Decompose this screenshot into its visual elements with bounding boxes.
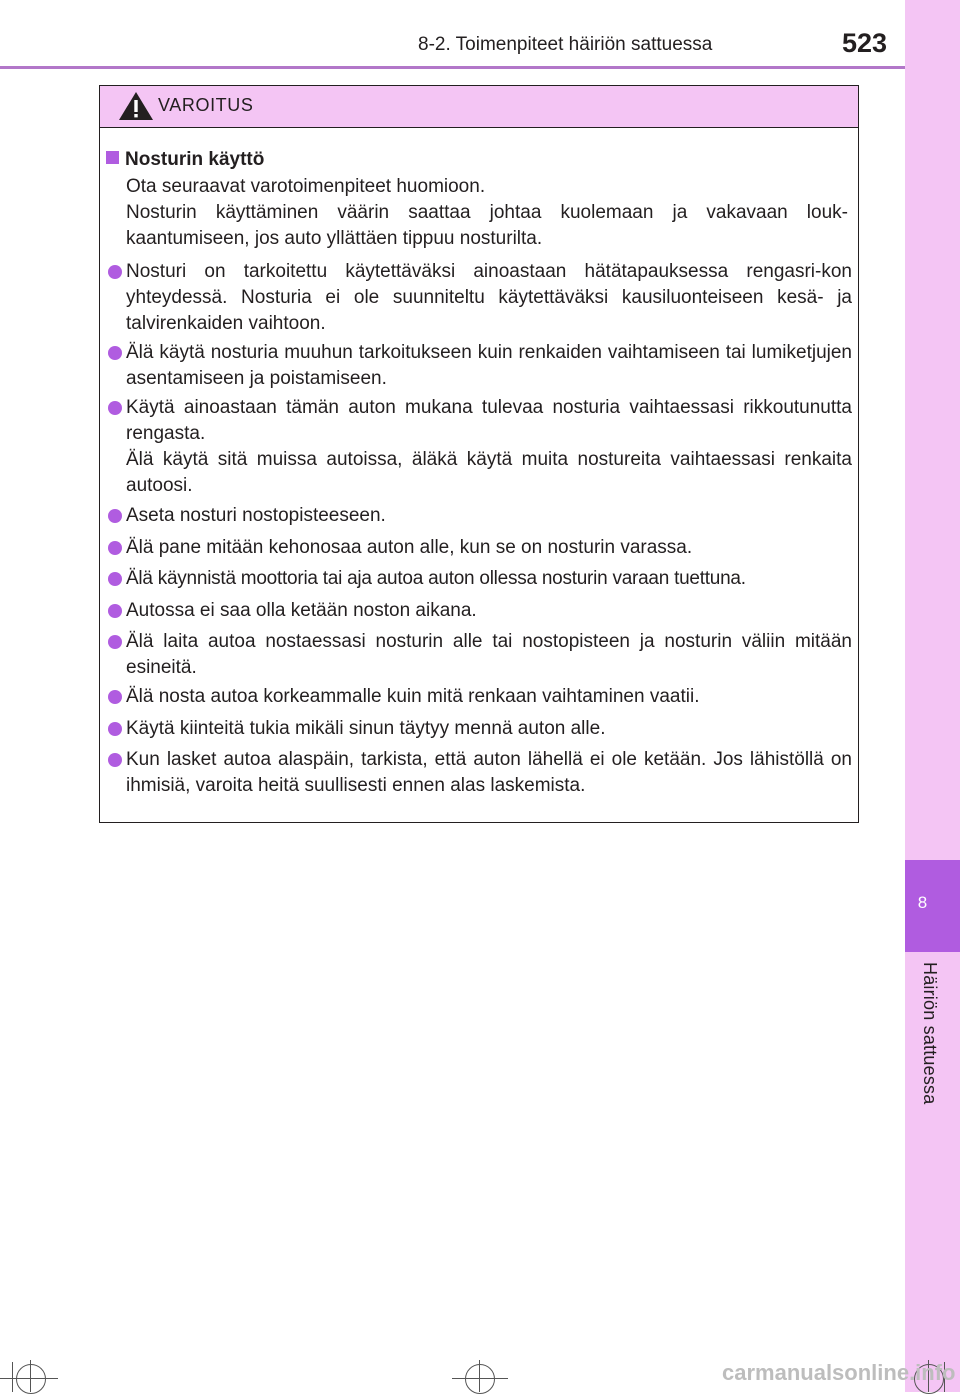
bullet-dot-icon — [108, 635, 122, 649]
bullet-dot-icon — [108, 753, 122, 767]
intro-line: Ota seuraavat varotoimenpiteet huomioon. — [126, 176, 486, 197]
bullet-dot-icon — [108, 346, 122, 360]
crop-mark — [30, 1360, 31, 1392]
crop-mark — [479, 1360, 480, 1392]
crop-mark — [452, 1378, 508, 1379]
section-header: 8-2. Toimenpiteet häiriön sattuessa — [418, 34, 713, 55]
bullet-dot-icon — [108, 690, 122, 704]
registration-mark-icon — [16, 1364, 46, 1394]
warning-label: VAROITUS — [158, 95, 254, 115]
intro-line: Nosturin käyttäminen väärin saattaa johtaa kuolemaan ja vakavaan louk-kaantumiseen, jos auto yllättäen tippuu nosturilta. — [126, 202, 848, 249]
warning-triangle-icon — [118, 91, 154, 121]
warning-header — [100, 86, 858, 128]
bullet-dot-icon — [108, 401, 122, 415]
section-title: Nosturin käyttö — [106, 149, 264, 171]
page-number: 523 — [842, 28, 888, 58]
intro-paragraph — [126, 174, 848, 252]
side-chapter-label: Häiriön sattuessa — [920, 962, 940, 1105]
bullet-dot-icon — [108, 722, 122, 736]
side-chapter-number: 8 — [917, 893, 928, 912]
header-rule — [0, 66, 905, 69]
bullet-dot-icon — [108, 572, 122, 586]
side-tab-strip — [905, 0, 960, 1392]
watermark: carmanualsonline.info — [722, 1360, 956, 1385]
bullet-dot-icon — [108, 604, 122, 618]
square-bullet-icon — [106, 151, 119, 164]
registration-mark-icon — [465, 1364, 495, 1394]
warning-box: VAROITUS Nosturin käyttö Ota seuraavat varotoimenpiteet huomioon. Nosturin käyttäminen väärin saattaa johtaa kuolemaan ja vakavaan louk-kaantumiseen, jos auto yllättäen tippuu nosturilta. Nosturi on tarkoitettu käytettäväksi ainoastaan hätätapauksessa rengasri-kon yhteydessä. Nosturia ei ole suunniteltu käytettäväksi kausiluonteiseen kesä- ja talvirenkaiden vaihtoon. Älä käytä nosturia muuhun tarkoitukseen kuin renkaiden vaihtamiseen tai lumiketjujen asentamiseen ja poistamiseen. Käytä ainoastaan tämän auton mukana tulevaa nosturia vaihtaessasi rikkoutunutta rengasta. Älä käytä sitä muissa autoissa, äläkä käytä muita nostureita vaihtaessasi renkaita autoosi. Aseta nosturi nostopisteeseen. Älä pane mitään kehonosaa auton alle, kun se on nosturin varassa. Älä käynnistä moottoria tai aja autoa auton ollessa nosturin varaan tuettuna. Autossa ei saa olla ketään noston aikana. Älä laita autoa nostaessasi nosturin alle tai nostopisteen ja nosturin väliin mitään esineitä. Älä nosta autoa korkeammalle kuin mitä renkaan vaihtaminen vaatii. Käytä kiinteitä tukia mikäli sinun täytyy mennä auton alle. Kun lasket autoa alaspäin, tarkista, että auton lähellä ei ole ketään. Jos lähistöllä on ihmisiä, varoita heitä suullisesti ennen alas laskemista. — [99, 85, 859, 823]
crop-mark — [12, 1362, 13, 1392]
bullet-dot-icon — [108, 541, 122, 555]
bullet-dot-icon — [108, 265, 122, 279]
bullet-dot-icon — [108, 509, 122, 523]
